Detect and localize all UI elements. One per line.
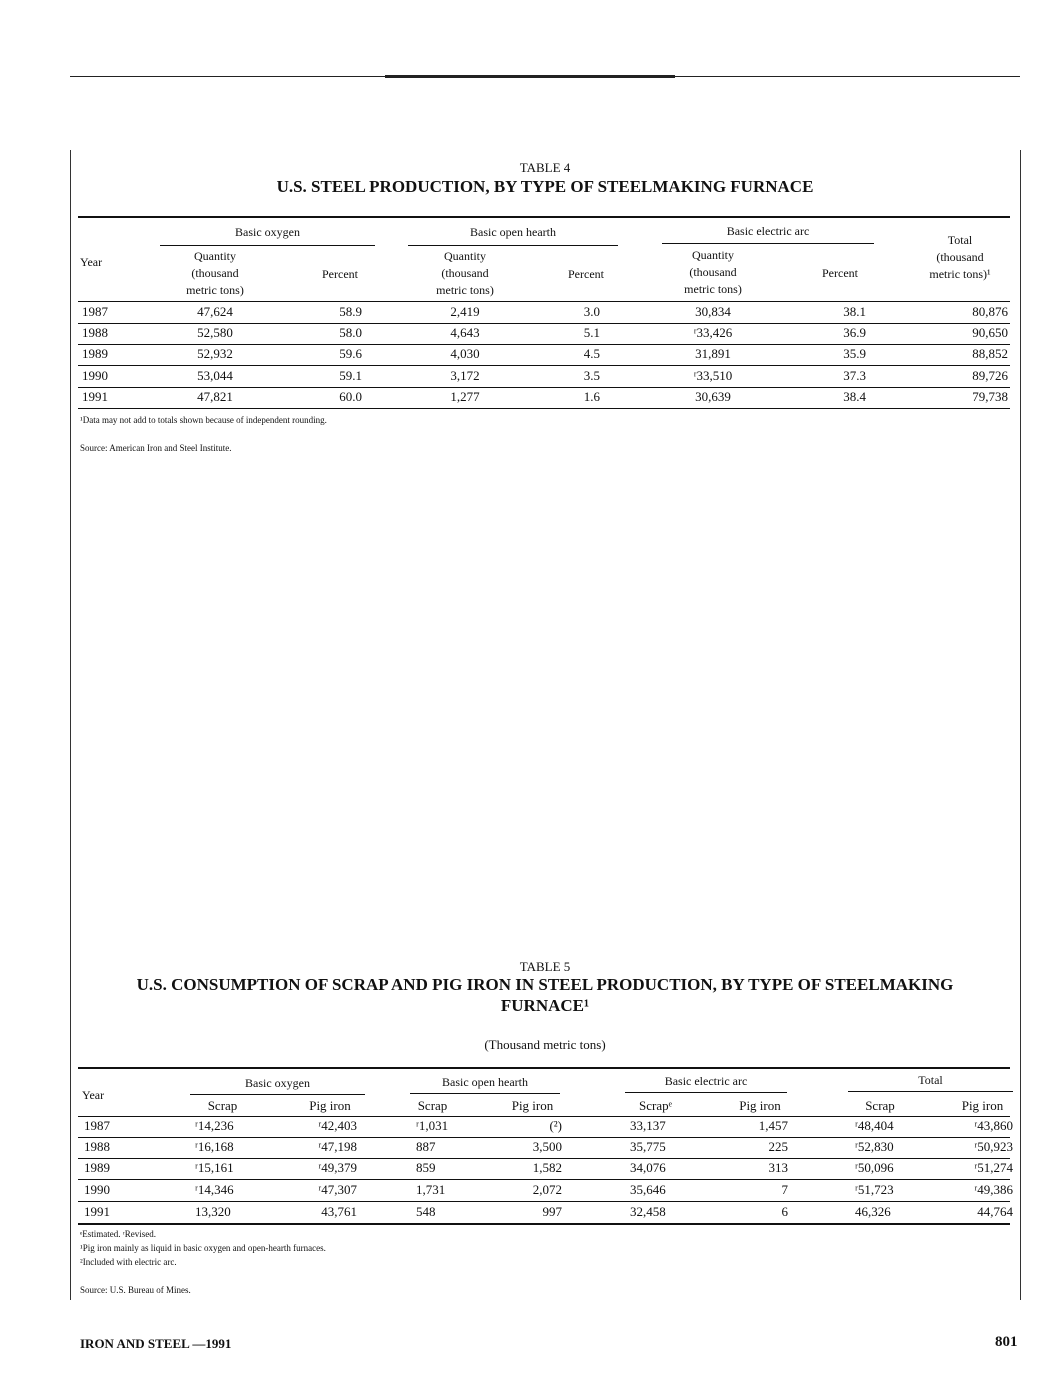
table4-cell: 89,726 <box>972 368 1008 383</box>
table4-cell: 4,643 <box>450 325 480 340</box>
table5-cell: ʳ49,386 <box>974 1182 1013 1197</box>
qty-line-2: (thousand <box>191 266 239 280</box>
table5-subheader: Pig iron <box>309 1098 351 1113</box>
table5-year-cell: 1988 <box>84 1139 110 1154</box>
table5-group-rule-4 <box>848 1091 1013 1092</box>
table5-cell: 6 <box>781 1204 788 1219</box>
table5-cell: 43,761 <box>321 1204 357 1219</box>
table5-subheader: Scrap <box>417 1098 448 1113</box>
table5-row-rule <box>78 1201 1010 1202</box>
table4-cell: 59.1 <box>339 368 362 383</box>
table4-cell: 37.3 <box>843 368 866 383</box>
total-line-1: Total <box>947 233 973 247</box>
table5-footnote-1: ᵉEstimated. ʳRevised. <box>80 1229 156 1239</box>
table4-row-rule <box>78 408 1010 409</box>
table4-cell: 2,419 <box>450 304 480 319</box>
table5-subheader: Scrap <box>865 1098 895 1113</box>
table4-top-rule <box>78 216 1010 218</box>
table4-percent-header-1: Percent <box>322 267 358 281</box>
table5-row-rule <box>78 1158 1010 1159</box>
table5-cell: ʳ51,274 <box>974 1160 1013 1175</box>
table5-cell: 3,500 <box>532 1139 562 1154</box>
table4-year-header: Year <box>80 255 103 269</box>
table5-cell: 46,326 <box>855 1204 891 1219</box>
table4-cell: 58.0 <box>339 325 362 340</box>
table5-group-rule-3 <box>625 1092 787 1093</box>
table5-cell: 225 <box>768 1139 788 1154</box>
table4-year-cell: 1988 <box>82 325 108 340</box>
table5-cell: ʳ47,198 <box>318 1139 357 1154</box>
table4-cell: 60.0 <box>339 389 362 404</box>
table5-title-line-1: U.S. CONSUMPTION OF SCRAP AND PIG IRON IN STEEL PRODUCTION, BY TYPE OF STEELMAKING <box>136 975 954 994</box>
table4-cell: 30,639 <box>695 389 731 404</box>
table4-row-rule <box>78 344 1010 345</box>
table5-footnote-2: ¹Pig iron mainly as liquid in basic oxygen and open-hearth furnaces. <box>80 1243 326 1253</box>
table5-cell: ʳ50,096 <box>855 1160 894 1175</box>
table4-year-cell: 1991 <box>82 389 108 404</box>
table5-cell: 997 <box>542 1204 562 1219</box>
table5-row-rule <box>78 1179 1010 1180</box>
table5-subheader: Pig iron <box>511 1098 554 1113</box>
table5-cell: ʳ49,379 <box>318 1160 357 1175</box>
table4-number: TABLE 4 <box>519 160 571 175</box>
table5-source: Source: U.S. Bureau of Mines. <box>80 1285 191 1295</box>
table4-cell: 47,624 <box>197 304 233 319</box>
table5-cell: 1,731 <box>416 1182 446 1197</box>
table4-group-electric-arc: Basic electric arc <box>726 224 810 238</box>
table4-cell: ʳ33,426 <box>693 325 733 340</box>
table4-cell: 80,876 <box>972 304 1008 319</box>
table5-cell: 32,458 <box>630 1204 666 1219</box>
table5-top-rule <box>78 1067 1010 1069</box>
table4-row-rule <box>78 323 1010 324</box>
table5-group-total: Total <box>918 1073 943 1087</box>
table4-year-cell: 1987 <box>82 304 108 319</box>
table5-row-rule <box>78 1223 1010 1225</box>
top-rule-thick <box>385 75 675 78</box>
table5-title-line-2: FURNACE¹ <box>500 996 590 1015</box>
table5-cell: ʳ50,923 <box>974 1139 1013 1154</box>
table5-cell: 887 <box>416 1139 436 1154</box>
table5-cell: ʳ1,031 <box>416 1118 449 1133</box>
table5-cell: 35,646 <box>630 1182 666 1197</box>
table4-cell: 5.1 <box>583 325 600 340</box>
table4-cell: 4,030 <box>450 346 480 361</box>
table4-year-cell: 1989 <box>82 346 108 361</box>
table5-cell: ʳ47,307 <box>318 1182 357 1197</box>
qty-line-3: metric tons) <box>436 283 494 297</box>
qty-line-3: metric tons) <box>186 283 244 297</box>
table5-group-open-hearth: Basic open hearth <box>442 1075 528 1089</box>
table4-cell: 88,852 <box>972 346 1008 361</box>
table5-number: TABLE 5 <box>519 959 571 974</box>
table5-cell: 33,137 <box>630 1118 666 1133</box>
table5-cell: (²) <box>549 1118 562 1133</box>
table4-quantity-header-1 <box>160 248 270 299</box>
qty-line-3: metric tons) <box>684 282 742 296</box>
table5-cell: 313 <box>768 1160 788 1175</box>
table4-cell: 79,738 <box>972 389 1008 404</box>
table5-cell: ʳ15,161 <box>195 1160 234 1175</box>
page-number: 801 <box>995 1334 1018 1350</box>
qty-line-1: Quantity <box>194 249 236 263</box>
table4-footnote: ¹Data may not add to totals shown because of independent rounding. <box>80 415 327 425</box>
table5-subheader: Pig iron <box>739 1098 781 1113</box>
table5-cell: 44,764 <box>977 1204 1013 1219</box>
table4-cell: 58.9 <box>339 304 362 319</box>
table4-group-rule-3 <box>662 243 874 244</box>
table5-cell: ʳ14,346 <box>195 1182 234 1197</box>
table4-cell: 35.9 <box>843 346 866 361</box>
table5-cell: 548 <box>416 1204 436 1219</box>
table5-cell: 34,076 <box>630 1160 666 1175</box>
qty-line-2: (thousand <box>689 265 737 279</box>
table4-quantity-header-3 <box>658 247 768 298</box>
table4-group-basic-oxygen: Basic oxygen <box>235 225 300 239</box>
table5-year-cell: 1990 <box>84 1182 110 1197</box>
total-line-2: (thousand <box>936 250 984 264</box>
table4-year-cell: 1990 <box>82 368 108 383</box>
table4-percent-header-2: Percent <box>568 267 604 281</box>
table4-cell: 38.1 <box>843 304 866 319</box>
table4-cell: 3,172 <box>450 368 480 383</box>
table4-cell: 3.0 <box>583 304 600 319</box>
table5-cell: ʳ43,860 <box>974 1118 1013 1133</box>
table4-group-open-hearth: Basic open hearth <box>470 225 556 239</box>
table5-cell: 1,457 <box>758 1118 788 1133</box>
table5-footnote-3: ²Included with electric arc. <box>80 1257 177 1267</box>
left-margin-rule <box>70 150 71 1300</box>
table5-cell: 2,072 <box>532 1182 562 1197</box>
table4-cell: 4.5 <box>583 346 600 361</box>
table5-subheader: Scrapᵉ <box>639 1098 672 1113</box>
table5-cell: 1,582 <box>532 1160 562 1175</box>
table5-year-header: Year <box>82 1088 105 1102</box>
table4-title: U.S. STEEL PRODUCTION, BY TYPE OF STEELMAKING FURNACE <box>276 177 814 196</box>
table4-cell: 36.9 <box>843 325 866 340</box>
table5-row-rule <box>78 1137 1010 1138</box>
table4-group-rule-1 <box>160 245 375 246</box>
table4-cell: 3.5 <box>583 368 600 383</box>
table4-cell: 53,044 <box>197 368 233 383</box>
table4-row-rule <box>78 387 1010 388</box>
table5-cell: 35,775 <box>630 1139 666 1154</box>
table5-cell: ʳ48,404 <box>855 1118 894 1133</box>
table5-cell: 859 <box>416 1160 436 1175</box>
table4-cell: 52,932 <box>197 346 233 361</box>
table5-subheader: Scrap <box>207 1098 238 1113</box>
table5-cell: ʳ14,236 <box>195 1118 234 1133</box>
qty-line-1: Quantity <box>692 248 734 262</box>
qty-line-1: Quantity <box>444 249 486 263</box>
table5-year-cell: 1987 <box>84 1118 110 1133</box>
table4-header-rule <box>78 301 1010 302</box>
table4-group-rule-2 <box>408 245 618 246</box>
table5-cell: 13,320 <box>195 1204 231 1219</box>
table4-total-header <box>910 232 1010 283</box>
table4-percent-header-3: Percent <box>822 266 858 280</box>
table4-row-rule <box>78 365 1010 366</box>
table5-year-cell: 1991 <box>84 1204 110 1219</box>
table4-quantity-header-2 <box>410 248 520 299</box>
running-footer: IRON AND STEEL —1991 <box>80 1336 232 1351</box>
table4-cell: 1,277 <box>450 389 480 404</box>
table5-group-basic-oxygen: Basic oxygen <box>245 1076 310 1090</box>
table5-group-electric-arc: Basic electric arc <box>664 1074 748 1088</box>
table4-cell: 31,891 <box>695 346 731 361</box>
table5-group-rule-1 <box>190 1094 365 1095</box>
table4-cell: ʳ33,510 <box>693 368 733 383</box>
table5-cell: 7 <box>781 1182 788 1197</box>
table5-group-rule-2 <box>410 1093 560 1094</box>
table5-year-cell: 1989 <box>84 1160 110 1175</box>
table4-cell: 59.6 <box>339 346 362 361</box>
right-margin-rule <box>1020 150 1021 1300</box>
table5-header-rule <box>78 1116 1010 1117</box>
table4-cell: 90,650 <box>972 325 1008 340</box>
table5-cell: ʳ51,723 <box>855 1182 894 1197</box>
table4-cell: 52,580 <box>197 325 233 340</box>
total-line-3: metric tons)¹ <box>929 267 991 281</box>
table5-cell: ʳ42,403 <box>318 1118 357 1133</box>
table4-cell: 47,821 <box>197 389 233 404</box>
table5-subtitle: (Thousand metric tons) <box>484 1037 606 1052</box>
table4-cell: 38.4 <box>843 389 866 404</box>
qty-line-2: (thousand <box>441 266 489 280</box>
table5-subheader: Pig iron <box>961 1098 1004 1113</box>
table5-cell: ʳ52,830 <box>855 1139 894 1154</box>
table4-source: Source: American Iron and Steel Institute. <box>80 443 232 453</box>
table4-cell: 30,834 <box>695 304 731 319</box>
table5-cell: ʳ16,168 <box>195 1139 234 1154</box>
table4-cell: 1.6 <box>583 389 600 404</box>
